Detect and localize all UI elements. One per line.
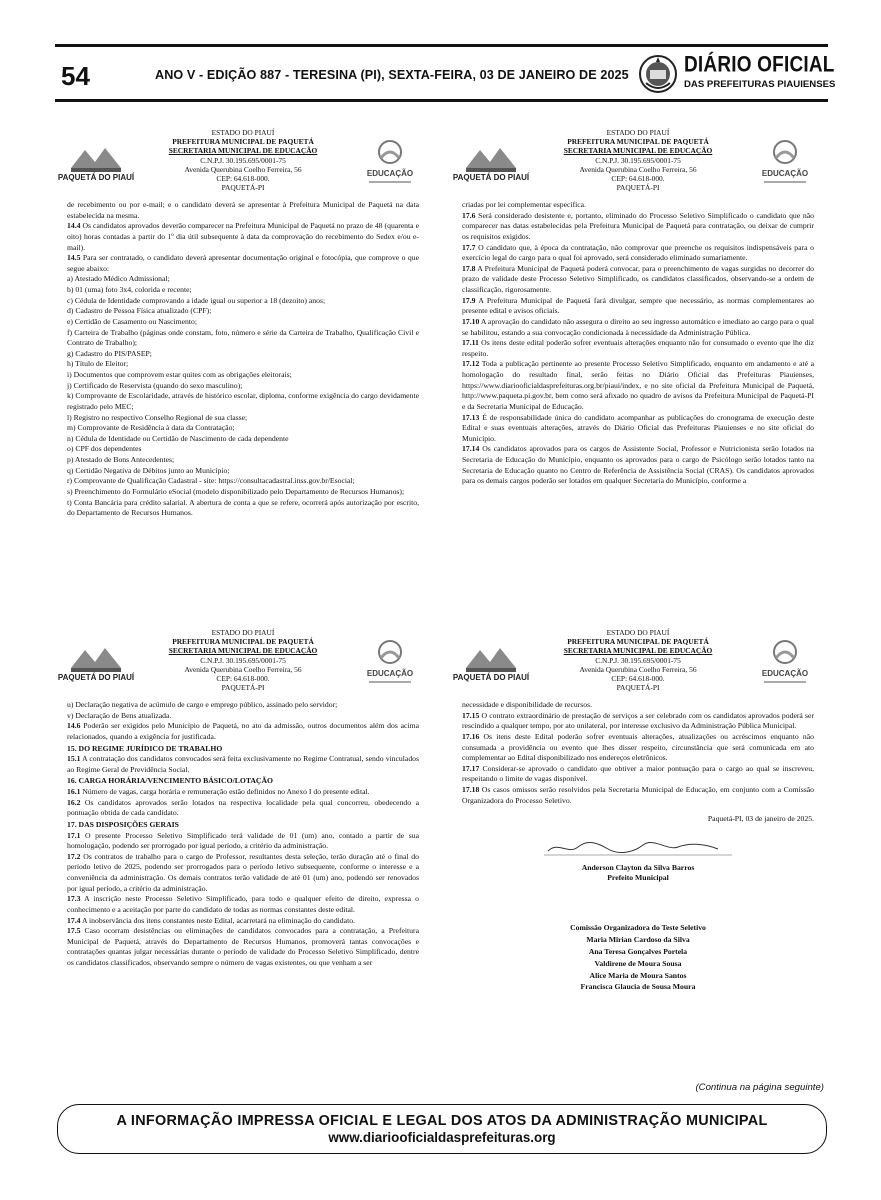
section-heading: 16. CARGA HORÁRIA/VENCIMENTO BÁSICO/LOTAÇÃO (67, 776, 274, 786)
signer-role: Prefeito Municipal (607, 873, 669, 883)
list-item: k) Comprovante de Escolaridade, através de histórico escolar, diploma, conforme exigência do cargo devidamente registrado pelo MEC; (67, 391, 419, 411)
prefeitura-line: PREFEITURA MUNICIPAL DE PAQUETÁ (567, 137, 709, 147)
letterhead-text (127, 628, 359, 692)
document-date: Paquetá-PI, 03 de janeiro de 2025. (707, 814, 814, 824)
paragraph-text: Os candidatos aprovados deverão comparecer na Prefeitura Municipal de Paquetá no prazo de 48 (quarenta e oito) horas contadas a partir do 1º dia útil subsequente à data da comprovação do recebimento do Sedex e/ou e-mail). (67, 221, 419, 252)
paragraph-text: Toda a publicação pertinente ao presente Processo Seletivo Simplificado, enquanto em andamento e até a homologação do resultado final, serão feitas no Diário Oficial das Prefeituras Piauienses, https://www.diariooficialdasprefeituras.org.br/piaui/index, e no site oficial da Prefeitura Municipal de Paquetá, http://www.paqueta.pi.gov.br, bem como será afixado no quadro de avisos da Prefeitura Municipal de Paquetá-PI e da Secretaria Municipal de Educação. (462, 359, 814, 411)
educacao-logo (756, 636, 814, 690)
letterhead (57, 628, 419, 700)
item-number: 17.9 (462, 295, 476, 305)
secretaria-line: SECRETARIA MUNICIPAL DE EDUCAÇÃO (563, 146, 713, 156)
paqueta-logo (57, 138, 135, 190)
educacao-logo (361, 636, 419, 690)
cnpj-line: C.N.P.J. 30.195.695/0001-75 (200, 655, 286, 665)
list-item: b) 01 (uma) foto 3x4, colorida e recente; (67, 285, 192, 294)
list-item: p) Atestado de Bons Antecedentes; (67, 455, 175, 464)
cep-line: CEP: 64.618-000. (611, 173, 665, 183)
committee-member: Ana Teresa Gonçalves Portela (588, 946, 688, 956)
list-item: f) Carteira de Trabalho (páginas onde constam, foto, número e série da Carteira de Trabalho, Qualificação Civil e Contrato de Trabalho); (67, 327, 419, 348)
panel-1-body (67, 200, 419, 519)
educacao-logo-text: EDUCAÇÃO (761, 669, 809, 678)
letterhead-text (127, 128, 359, 192)
secretaria-line: SECRETARIA MUNICIPAL DE EDUCAÇÃO (563, 646, 713, 656)
state-line: ESTADO DO PIAUÍ (606, 628, 670, 637)
brand-subtitle: DAS PREFEITURAS PIAUIENSES (684, 79, 836, 90)
item-number: 17.5 (67, 926, 81, 936)
paragraph-text: A aprovação do candidato não assegura o direito ao seu ingresso automático e imediato ao cargo para o qual se habilitou, estando a sua convocação condicionada à necessidade da Administração Pública. (462, 316, 814, 337)
letterhead-text (522, 628, 754, 692)
item-number: 14.4 (67, 221, 81, 231)
item-number: 17.2 (67, 851, 81, 861)
paqueta-logo-text-top: PAQUETÁ DO PIAUÍ (57, 173, 135, 182)
panel-4-body (462, 700, 814, 993)
state-line: ESTADO DO PIAUÍ (211, 128, 275, 137)
continues-note: (Continua na página seguinte) (695, 1082, 824, 1093)
prefeitura-line: PREFEITURA MUNICIPAL DE PAQUETÁ (567, 637, 709, 647)
paragraph-text: Poderão ser exigidos pelo Município de Paquetá, no ato da admissão, outros documentos além dos acima relacionados, quando a exigência for justificada. (67, 721, 419, 741)
prefeitura-line: PREFEITURA MUNICIPAL DE PAQUETÁ (172, 637, 314, 647)
item-number: 16.2 (67, 797, 81, 807)
paragraph-text: Número de vagas, carga horária e remuneração estão definidos no Anexo I do presente edital. (80, 787, 370, 796)
paragraph: necessidade e disponibilidade de recursos. (462, 700, 593, 709)
prefeitura-line: PREFEITURA MUNICIPAL DE PAQUETÁ (172, 137, 314, 147)
committee-member: Alice Maria de Moura Santos (589, 970, 687, 980)
list-item: m) Comprovante de Residência à data da Contratação; (67, 423, 235, 433)
paqueta-logo (452, 638, 530, 690)
list-item: t) Conta Bancária para crédito salarial. A abertura de conta a que se refere, ocorrerá após autorização por escrito, do Departamento de Recursos Humanos. (67, 497, 419, 518)
item-number: 17.1 (67, 830, 81, 840)
committee-block (462, 922, 814, 994)
panel-3-body (67, 700, 419, 969)
educacao-logo (361, 136, 419, 190)
city-line: PAQUETÁ-PI (616, 183, 660, 193)
address-line: Avenida Querubina Coelho Ferreira, 56 (579, 164, 697, 174)
cep-line: CEP: 64.618-000. (611, 673, 665, 683)
letterhead (57, 128, 419, 200)
signer-name: Anderson Clayton da Silva Barros (581, 862, 695, 872)
list-item: d) Cadastro de Pessoa Física atualizado (CPF); (67, 306, 212, 316)
secretaria-line: SECRETARIA MUNICIPAL DE EDUCAÇÃO (168, 146, 318, 156)
signature-block (462, 839, 814, 884)
panel-2-body (462, 200, 814, 487)
item-number: 17.12 (462, 359, 480, 369)
paqueta-logo (452, 138, 530, 190)
handwritten-signature (538, 839, 738, 857)
item-number: 17.8 (462, 263, 476, 273)
paragraph-text: Os casos omissos serão resolvidos pela Secretaria Municipal de Educação, em conjunto com a Comissão Organizadora do Processo Seletivo. (462, 785, 814, 805)
item-number: 14.6 (67, 721, 81, 731)
state-line: ESTADO DO PIAUÍ (606, 128, 670, 137)
paragraph-text: Caso ocorram desistências ou eliminações de candidatos convocados para a contratação, a Prefeitura Municipal de Paquetá, através do Departamento de Recursos Humanos, promoverá tantas convocações e contratações quantas julgar necessárias durante o período de validade do Processo Seletivo Simplificado, dentre os candidatos classificados, observando sempre o número de vagas existentes, ou que venham a ser (67, 926, 419, 967)
item-number: 17.3 (67, 894, 81, 904)
educacao-logo-text: EDUCAÇÃO (366, 169, 414, 178)
address-line: Avenida Querubina Coelho Ferreira, 56 (184, 664, 302, 674)
cnpj-line: C.N.P.J. 30.195.695/0001-75 (595, 655, 681, 665)
item-number: 17.11 (462, 338, 479, 348)
letterhead (452, 128, 814, 200)
cnpj-line: C.N.P.J. 30.195.695/0001-75 (595, 155, 681, 165)
section-heading: 17. DAS DISPOSIÇÕES GERAIS (67, 819, 179, 829)
committee-member: Valdirene de Moura Sousa (594, 958, 682, 968)
document-panel-1 (57, 128, 419, 519)
paragraph-text: O contrato extraordinário de prestação de serviços a ser celebrado com os candidatos aprovados poderá ser rescindido a qualquer tempo, por ato unilateral, por interesse exclusivo da Administração Pública Municipal. (462, 710, 814, 731)
paragraph-text: Os contratos de trabalho para o cargo de Professor, resultantes desta seleção, terão duração até o final do período letivo de 2025, podendo ser prorrogados para o período letivo subsequente, conforme o interesse e a conveniência da administração. Os demais contratos terão validade de até 01 (um) ano, podendo ser renovados por igual período, a critério da administração. (67, 851, 419, 893)
paragraph-text: A inobservância dos itens constantes neste Edital, acarretará na eliminação do candidato. (80, 915, 355, 925)
footer-tagline: A INFORMAÇÃO IMPRESSA OFICIAL E LEGAL DOS ATOS DA ADMINISTRAÇÃO MUNICIPAL (116, 1113, 768, 1129)
section-heading: 15. DO REGIME JURÍDICO DE TRABALHO (67, 743, 223, 753)
paragraph: de recebimento ou por e-mail; e o candidato deverá se apresentar à Prefeitura Municipal de Paquetá na data estabelecida na mesma. (67, 200, 419, 220)
list-item: q) Certidão Negativa de Débitos junto ao Município; (67, 465, 230, 475)
list-item: v) Declaração de Bens atualizada. (67, 710, 172, 720)
cnpj-line: C.N.P.J. 30.195.695/0001-75 (200, 155, 286, 165)
paragraph: criadas por lei complementar específica. (462, 200, 587, 209)
paragraph-text: A Prefeitura Municipal de Paquetá poderá convocar, para o preenchimento de vagas surgidas no decorrer do prazo de validade deste Processo Seletivo Simplificado, os candidatos classificados, observando-se a ordem de classificação, rigorosamente. (462, 263, 814, 294)
paragraph-text: O presente Processo Seletivo Simplificado terá validade de 01 (um) ano, contado a partir de sua homologação, podendo ser prorrogado por igual período, a critério da administração. (67, 830, 419, 851)
list-item: g) Cadastro do PIS/PASEP; (67, 348, 152, 358)
diario-oficial-logo (638, 51, 836, 97)
paragraph-text: Para ser contratado, o candidato deverá apresentar documentação original e fotocópia, que comprove o que segue abaixo: (67, 253, 419, 273)
address-line: Avenida Querubina Coelho Ferreira, 56 (579, 664, 697, 674)
item-number: 17.7 (462, 242, 476, 252)
list-item: h) Título de Eleitor; (67, 359, 129, 369)
footer-website-link[interactable]: www.diariooficialdasprefeituras.org (328, 1130, 556, 1145)
committee-title: Comissão Organizadora do Teste Seletivo (570, 922, 706, 932)
paqueta-logo-text-top: PAQUETÁ DO PIAUÍ (452, 173, 530, 182)
educacao-logo-text: EDUCAÇÃO (366, 669, 414, 678)
item-number: 17.17 (462, 763, 480, 773)
committee-member: Maria Mirian Cardoso da Silva (586, 934, 690, 944)
paragraph-text: É de responsabilidade única do candidato acompanhar as publicações do cronograma de execução deste Edital e suas eventuais alterações, através do Diário Oficial das Prefeituras Piauienses e no site oficial do Município. (462, 412, 814, 443)
list-item: u) Declaração negativa de acúmulo de cargo e emprego público, assinado pelo servidor; (67, 700, 338, 709)
item-number: 17.13 (462, 412, 480, 422)
document-panel-4 (452, 628, 814, 993)
paragraph-text: Considerar-se aprovado o candidato que obtiver a maior pontuação para o cargo ao qual se inscreveu, respeitando o limite de vagas disponível. (462, 763, 814, 784)
paragraph-text: A Prefeitura Municipal de Paquetá fará divulgar, sempre que necessário, as normas complementares ao presente edital e avisos oficiais. (462, 295, 814, 316)
list-item: r) Comprovante de Qualificação Cadastral - site: https://consultacadastral.inss.gov.br/Esocial; (67, 476, 355, 486)
paragraph-text: A contratação dos candidatos convocados será feita exclusivamente no Regime Contratual, sendo vinculados ao Regime Geral de Previdência Social. (67, 754, 419, 774)
paragraph-text: Será considerado desistente e, portanto, eliminado do Processo Seletivo Simplificado o candidato que não comparecer nas datas estabelecidas pela Prefeitura Municipal de Paquetá para contratação, ou deixar de cumprir os requisitos exigidos. (462, 210, 814, 241)
paqueta-logo-text-top: PAQUETÁ DO PIAUÍ (452, 673, 530, 682)
item-number: 15.1 (67, 754, 81, 764)
list-item: e) Certidão de Casamento ou Nascimento; (67, 316, 198, 326)
list-item: s) Preenchimento do Formulário eSocial (modelo disponibilizado pelo Departamento de Recursos Humanos); (67, 486, 405, 496)
address-line: Avenida Querubina Coelho Ferreira, 56 (184, 164, 302, 174)
committee-member: Francisca Glaucia de Sousa Moura (580, 982, 696, 992)
list-item: o) CPF dos dependentes (67, 444, 142, 454)
cep-line: CEP: 64.618-000. (216, 173, 270, 183)
paragraph-text: Os itens deste Edital poderão sofrer eventuais alterações, atualizações ou acréscimos enquanto não consumada a providência ou evento que lhes disser respeito, circunstância que será comunicada em ato complementar ao Edital disponibilizado nos endereços eletrônicos. (462, 731, 814, 763)
paqueta-logo-text-top: PAQUETÁ DO PIAUÍ (57, 673, 135, 682)
paragraph-text: Os itens deste edital poderão sofrer eventuais alterações enquanto não for consumado o evento que lhe diz respeito. (462, 338, 814, 358)
edition-line: ANO V - EDIÇÃO 887 - TERESINA (PI), SEXTA-FEIRA, 03 DE JANEIRO DE 2025 (155, 68, 629, 82)
educacao-logo-text: EDUCAÇÃO (761, 169, 809, 178)
item-number: 17.14 (462, 444, 480, 454)
page-header (55, 44, 836, 102)
state-line: ESTADO DO PIAUÍ (211, 628, 275, 637)
document-panel-2 (452, 128, 814, 487)
list-item: c) Cédula de Identidade comprovando a idade igual ou superior a 18 (dezoito) anos; (67, 295, 326, 305)
brand-title: DIÁRIO OFICIAL (684, 53, 835, 78)
cep-line: CEP: 64.618-000. (216, 673, 270, 683)
list-item: n) Cédula de Identidade ou Certidão de Nascimento de cada dependente (67, 433, 289, 443)
list-item: j) Certificado de Reservista (quando do sexo masculino); (67, 380, 243, 390)
paragraph-text: Os candidatos aprovados para os cargos de Assistente Social, Professor e Nutricionista serão lotados na Secretaria de Educação do Município, enquanto os aprovados para o cargo de Psicólogo serão lotados tanto na Secretaria de Educação quanto no Centro de Referência de Assistência Social (CRAS). Os candidatos aprovados para os demais cargos poderão ser lotados em qualquer Secretaria do Município, conforme a (462, 444, 814, 486)
item-number: 17.6 (462, 210, 476, 220)
secretaria-line: SECRETARIA MUNICIPAL DE EDUCAÇÃO (168, 646, 318, 656)
item-number: 14.5 (67, 253, 81, 263)
paragraph-text: A inscrição neste Processo Seletivo Simplificado, para todo e qualquer efeito de direito, expressa o conhecimento e a aceitação por parte do candidato de todas as normas constantes deste edital. (67, 894, 419, 914)
educacao-logo (756, 136, 814, 190)
document-panel-3 (57, 628, 419, 969)
item-number: 17.10 (462, 316, 480, 326)
page-number: 54 (61, 61, 90, 91)
footer-banner (57, 1104, 827, 1154)
paragraph-text: Os candidatos aprovados serão lotados na respectiva localidade pela qual concorreu, obedecendo a pontuação obtida de cada candidato. (67, 797, 419, 818)
list-item: i) Documentos que comprovem estar quites com as obrigações eleitorais; (67, 370, 292, 379)
letterhead-text (522, 128, 754, 192)
paragraph-text: O candidato que, à época da contratação, não comprovar que preenche os requisitos indispensáveis para o exercício legal do cargo para o qual foi aprovado, será considerado eliminado sumariamente. (462, 242, 814, 263)
item-number: 17.4 (67, 915, 81, 925)
city-line: PAQUETÁ-PI (616, 683, 660, 693)
city-line: PAQUETÁ-PI (221, 683, 265, 693)
list-item: a) Atestado Médico Admissional; (67, 274, 170, 284)
state-seal-icon (638, 53, 678, 95)
item-number: 17.16 (462, 731, 480, 741)
paqueta-logo (57, 638, 135, 690)
item-number: 16.1 (67, 787, 81, 796)
letterhead (452, 628, 814, 700)
city-line: PAQUETÁ-PI (221, 183, 265, 193)
item-number: 17.15 (462, 710, 480, 720)
list-item: l) Registro no respectivo Conselho Regional de sua classe; (67, 412, 248, 422)
item-number: 17.18 (462, 785, 480, 794)
